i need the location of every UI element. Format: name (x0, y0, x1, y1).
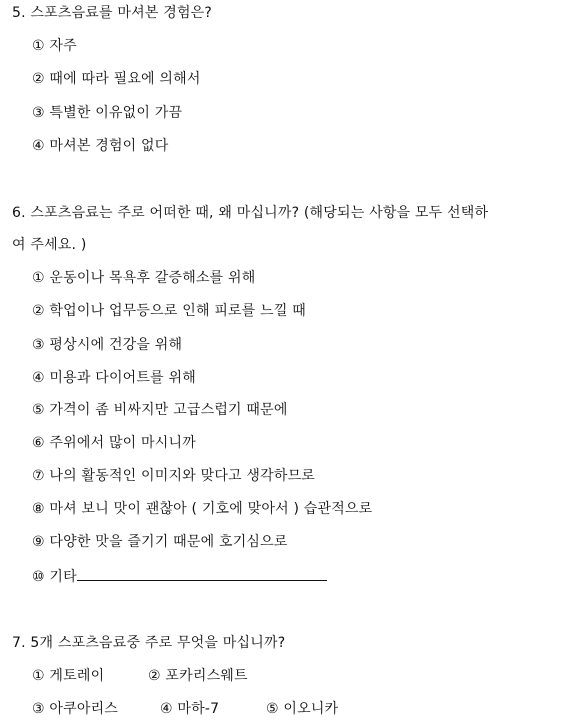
q6-option-7[interactable]: ⑦ 나의 활동적인 이미지와 맞다고 생각하므로 (32, 468, 316, 484)
q7-option-1[interactable]: ① 게토레이 (32, 668, 105, 684)
question-6-line-2: 여 주세요. ) (12, 237, 87, 253)
q7-option-4[interactable]: ④ 마하-7 (160, 701, 220, 717)
q6-option-9[interactable]: ⑨ 다양한 맛을 즐기기 때문에 호기심으로 (32, 534, 288, 550)
q6-option-4[interactable]: ④ 미용과 다이어트를 위해 (32, 370, 196, 386)
q5-option-2[interactable]: ② 때에 따라 필요에 의해서 (32, 71, 201, 87)
q6-option-3[interactable]: ③ 평상시에 건강을 위해 (32, 337, 183, 353)
q6-option-5[interactable]: ⑤ 가격이 좀 비싸지만 고급스럽기 때문에 (32, 402, 288, 418)
q6-option-10-label: ⑩ 기타 (32, 569, 77, 585)
question-7: 7. 5개 스포츠음료중 주로 무엇을 마십니까? (12, 635, 286, 651)
q6-option-6[interactable]: ⑥ 주위에서 많이 마시니까 (32, 435, 196, 451)
q6-option-10[interactable] (32, 568, 327, 584)
q6-option-2[interactable]: ② 학업이나 업무등으로 인해 피로를 느낄 때 (32, 303, 306, 319)
question-5: 5. 스포츠음료를 마셔본 경험은? (12, 5, 213, 21)
q5-option-4[interactable]: ④ 마셔본 경험이 없다 (32, 138, 169, 154)
q7-option-2[interactable]: ② 포카리스웨트 (148, 668, 248, 684)
question-6-line-1: 6. 스포츠음료는 주로 어떠한 때, 왜 마십니까? (해당되는 사항을 모두 선택하 (12, 205, 489, 221)
q6-option-1[interactable]: ① 운동이나 목욕후 갈증해소를 위해 (32, 270, 256, 286)
other-answer-blank[interactable] (77, 568, 327, 581)
q6-option-8[interactable]: ⑧ 마셔 보니 맛이 괜찮아 ( 기호에 맞아서 ) 습관적으로 (32, 501, 373, 517)
q5-option-1[interactable]: ① 자주 (32, 38, 77, 54)
q7-option-5[interactable]: ⑤ 이오니카 (266, 701, 339, 717)
q5-option-3[interactable]: ③ 특별한 이유없이 가끔 (32, 105, 183, 121)
q7-option-3[interactable]: ③ 아쿠아리스 (32, 701, 119, 717)
